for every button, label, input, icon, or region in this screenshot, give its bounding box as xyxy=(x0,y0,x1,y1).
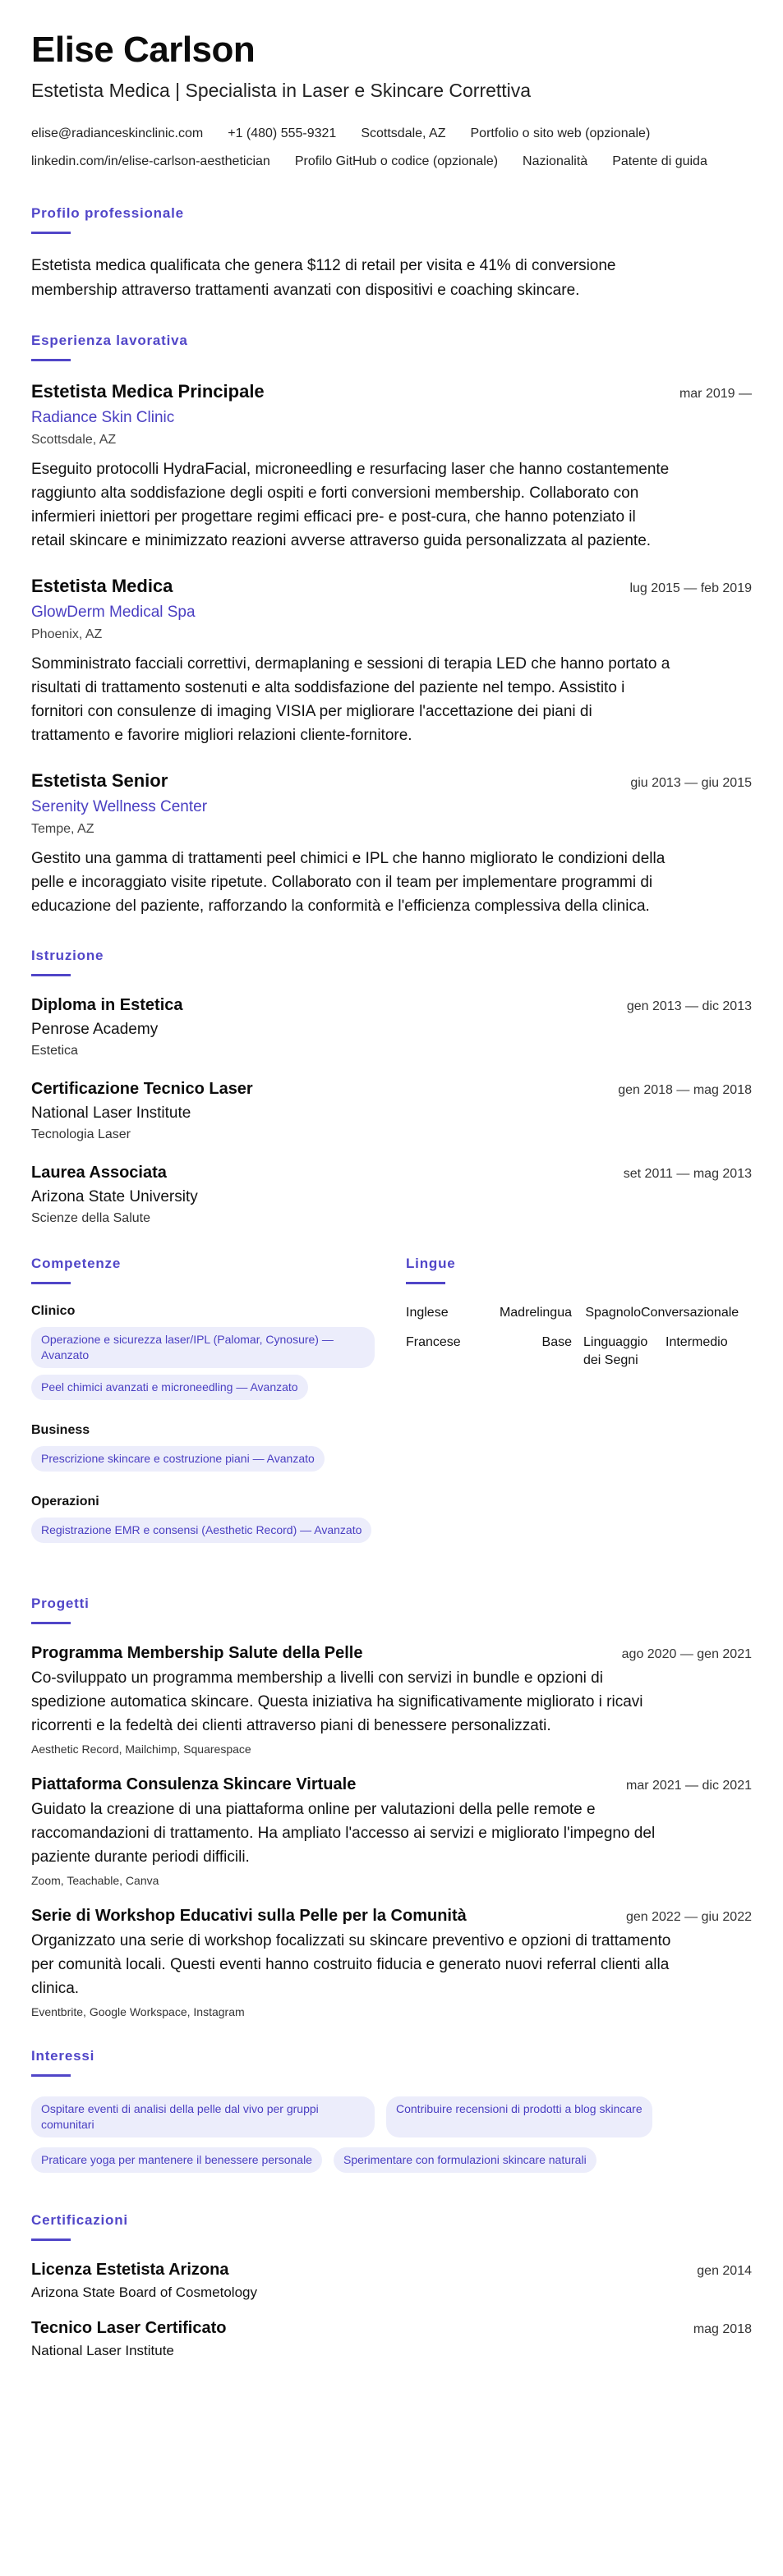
skills-section xyxy=(31,1256,406,1566)
experience-entry xyxy=(31,770,752,918)
job-location: Tempe, AZ xyxy=(31,822,94,836)
company-name[interactable]: Radiance Skin Clinic xyxy=(31,409,175,426)
project-description: Co-sviluppato un programma membership a livelli con servizi in bundle e opzioni di spedizione automatica skincare. Questa iniziativa ha significativamente migliorato i ricavi ricorrenti e la fedeltà dei clienti attraverso piani di benessere personalizzati. xyxy=(31,1669,643,1734)
project-tools: Aesthetic Record, Mailchimp, Squarespace xyxy=(31,1743,251,1756)
skill-tag: Peel chimici avanzati e microneedling — Avanzato xyxy=(31,1375,308,1400)
interests-section xyxy=(31,2048,752,2183)
skill-tag: Operazione e sicurezza laser/IPL (Palomar, Cynosure) — Avanzato xyxy=(31,1327,375,1368)
institution-name: Penrose Academy xyxy=(31,1021,159,1038)
language-level: Intermedio xyxy=(666,1335,728,1349)
skill-group xyxy=(31,1304,406,1407)
interest-tag: Contribuire recensioni di prodotti a blog skincare xyxy=(386,2096,652,2137)
language-name: Linguaggio dei Segni xyxy=(583,1335,648,1367)
job-title: Estetista Medica xyxy=(31,576,173,596)
project-description: Organizzato una serie di workshop focalizzati su skincare preventivo e opzioni di trattamento per comunità locali. Questi eventi hanno costruito fiducia e generato nuovi referral clienti alla clinica. xyxy=(31,1932,671,1997)
job-description: Somministrato facciali correttivi, dermaplaning e sessioni di terapia LED che hanno portato a risultati di trattamento sostenuti e alta soddisfazione del paziente nel tempo. Assistito i fornitori con consulenze di imaging VISIA per migliorare l'accettazione dei piani di trattamento e favorire migliori relazioni cliente-fornitore. xyxy=(31,655,670,744)
interest-list xyxy=(31,2096,752,2183)
skill-group xyxy=(31,1423,406,1478)
project-name: Programma Membership Salute della Pelle xyxy=(31,1644,363,1662)
section-title: Progetti xyxy=(31,1596,90,1611)
section-title: Competenze xyxy=(31,1256,122,1271)
skill-category: Operazioni xyxy=(31,1495,99,1508)
project-tools: Eventbrite, Google Workspace, Instagram xyxy=(31,2005,245,2018)
job-dates: giu 2013 — giu 2015 xyxy=(630,776,752,790)
section-title: Certificazioni xyxy=(31,2212,128,2228)
project-entry xyxy=(31,1775,752,1887)
certification-entry xyxy=(31,2261,752,2301)
contact-location: Scottsdale, AZ xyxy=(361,126,446,140)
skill-tag: Prescrizione skincare e costruzione piani — Avanzato xyxy=(31,1446,325,1472)
interest-tag: Ospitare eventi di analisi della pelle dal vivo per gruppi comunitari xyxy=(31,2096,375,2137)
section-divider xyxy=(31,2239,71,2241)
section-title: Lingue xyxy=(406,1256,456,1271)
section-title: Interessi xyxy=(31,2048,95,2064)
skills-languages-row xyxy=(31,1256,752,1566)
job-title: Estetista Senior xyxy=(31,770,168,791)
skill-tag: Registrazione EMR e consensi (Aesthetic Record) — Avanzato xyxy=(31,1518,371,1543)
contact-linkedin[interactable]: linkedin.com/in/elise-carlson-aesthetician xyxy=(31,154,270,168)
job-description: Gestito una gamma di trattamenti peel chimici e IPL che hanno migliorato le condizioni della pelle e incoraggiato visite ripetute. Collaborato con il team per implementare programmi di educazione del paziente, rafforzando la conformità e l'efficienza complessiva della clinica. xyxy=(31,850,666,915)
contact-portfolio[interactable]: Portfolio o sito web (opzionale) xyxy=(470,126,651,140)
section-divider xyxy=(31,1282,71,1284)
education-entry xyxy=(31,1080,752,1142)
experience-entry xyxy=(31,381,752,553)
education-entry xyxy=(31,1164,752,1226)
project-dates: gen 2022 — giu 2022 xyxy=(625,1910,752,1924)
candidate-name: Elise Carlson xyxy=(31,30,256,70)
job-dates: lug 2015 — feb 2019 xyxy=(629,581,752,595)
language-level: Madrelingua xyxy=(499,1306,572,1320)
section-divider xyxy=(31,359,71,361)
job-location: Phoenix, AZ xyxy=(31,627,103,641)
degree-title: Diploma in Estetica xyxy=(31,996,183,1014)
project-dates: ago 2020 — gen 2021 xyxy=(621,1647,752,1661)
project-dates: mar 2021 — dic 2021 xyxy=(626,1779,752,1793)
section-title: Esperienza lavorativa xyxy=(31,333,188,348)
education-dates: gen 2018 — mag 2018 xyxy=(618,1083,752,1097)
language-name: Inglese xyxy=(406,1306,449,1320)
study-field: Estetica xyxy=(31,1044,78,1058)
section-divider xyxy=(31,974,71,976)
project-tools: Zoom, Teachable, Canva xyxy=(31,1874,159,1887)
section-divider xyxy=(31,1622,71,1624)
section-title: Profilo professionale xyxy=(31,205,184,221)
section-divider xyxy=(406,1282,445,1284)
section-divider xyxy=(31,2074,71,2077)
resume-header xyxy=(31,30,752,176)
education-dates: gen 2013 — dic 2013 xyxy=(626,999,752,1013)
project-entry xyxy=(31,1644,752,1756)
language-row xyxy=(406,1304,751,1322)
certification-issuer: National Laser Institute xyxy=(31,2343,174,2358)
skill-category: Business xyxy=(31,1423,90,1437)
project-description: Guidato la creazione di una piattaforma online per valutazioni della pelle remote e raccomandazioni di trattamento. Ha ampliato l'accesso ai servizi e migliorato l'impegno del paziente durante periodi difficili. xyxy=(31,1801,656,1866)
projects-section xyxy=(31,1596,752,2018)
languages-section xyxy=(406,1256,751,1566)
project-name: Serie di Workshop Educativi sulla Pelle per la Comunità xyxy=(31,1907,467,1925)
job-location: Scottsdale, AZ xyxy=(31,433,117,447)
degree-title: Certificazione Tecnico Laser xyxy=(31,1080,253,1098)
company-name[interactable]: Serenity Wellness Center xyxy=(31,798,208,815)
contact-license: Patente di guida xyxy=(612,154,707,168)
language-level: Conversazionale xyxy=(641,1306,739,1320)
certification-date: gen 2014 xyxy=(697,2264,752,2278)
experience-entry xyxy=(31,576,752,747)
institution-name: Arizona State University xyxy=(31,1188,198,1205)
section-title: Istruzione xyxy=(31,948,104,963)
language-name: Francese xyxy=(406,1335,461,1349)
skill-category: Clinico xyxy=(31,1304,76,1318)
certification-name: Licenza Estetista Arizona xyxy=(31,2261,229,2279)
language-level: Base xyxy=(541,1335,572,1349)
study-field: Scienze della Salute xyxy=(31,1211,150,1225)
language-row xyxy=(406,1334,751,1370)
job-description: Eseguito protocolli HydraFacial, microneedling e resurfacing laser che hanno costantemente raggiunto alta soddisfazione degli ospiti e forti conversioni membership. Collaborato con infermieri iniettori per progettare regimi efficaci pre- e post-cura, che hanno potenziato il retail skincare e minimizzato reazioni avverse attraverso guida personalizzata al paziente. xyxy=(31,461,670,549)
institution-name: National Laser Institute xyxy=(31,1104,191,1122)
education-dates: set 2011 — mag 2013 xyxy=(623,1167,752,1181)
project-name: Piattaforma Consulenza Skincare Virtuale xyxy=(31,1775,357,1793)
interest-tag: Praticare yoga per mantenere il benessere personale xyxy=(31,2147,322,2173)
degree-title: Laurea Associata xyxy=(31,1164,167,1182)
section-divider xyxy=(31,232,71,234)
contact-list xyxy=(31,120,752,176)
education-section xyxy=(31,948,752,1226)
contact-github[interactable]: Profilo GitHub o codice (opzionale) xyxy=(294,154,499,168)
study-field: Tecnologia Laser xyxy=(31,1127,131,1141)
certification-issuer: Arizona State Board of Cosmetology xyxy=(31,2284,257,2300)
certification-date: mag 2018 xyxy=(693,2322,752,2336)
certification-name: Tecnico Laser Certificato xyxy=(31,2319,227,2337)
contact-phone[interactable]: +1 (480) 555-9321 xyxy=(228,126,337,140)
skill-group xyxy=(31,1495,406,1550)
contact-nationality: Nazionalità xyxy=(523,154,588,168)
education-entry xyxy=(31,996,752,1058)
project-entry xyxy=(31,1907,752,2018)
certifications-section xyxy=(31,2212,752,2359)
language-name: Spagnolo xyxy=(585,1306,641,1320)
summary-section xyxy=(31,205,752,303)
job-dates: mar 2019 — xyxy=(679,387,752,401)
interest-tag: Sperimentare con formulazioni skincare naturali xyxy=(334,2147,596,2173)
contact-email[interactable]: elise@radianceskinclinic.com xyxy=(31,126,204,140)
summary-text: Estetista medica qualificata che genera $112 di retail per visita e 41% di conversione membership attraverso trattamenti avanzati con dispositivi e coaching skincare. xyxy=(31,257,616,299)
candidate-headline: Estetista Medica | Specialista in Laser e Skincare Correttiva xyxy=(31,80,532,101)
job-title: Estetista Medica Principale xyxy=(31,381,265,402)
certification-entry xyxy=(31,2319,752,2359)
experience-section xyxy=(31,333,752,918)
company-name[interactable]: GlowDerm Medical Spa xyxy=(31,604,196,621)
